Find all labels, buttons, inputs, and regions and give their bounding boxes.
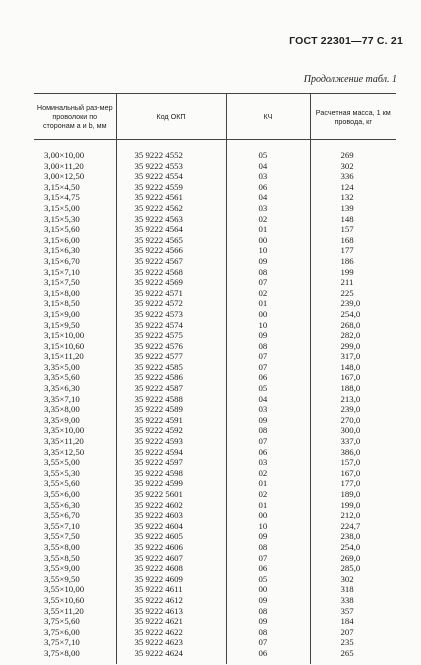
table-row	[34, 595, 396, 606]
cell-size: 3,00×11,20	[44, 160, 84, 171]
cell-okp-code: 35 9222 4564	[116, 224, 226, 235]
table-row	[34, 372, 396, 383]
cell-size: 3,55×5,00	[44, 457, 80, 468]
table-row	[34, 182, 396, 193]
cell-kch: 03	[226, 457, 310, 468]
cell-okp-code: 35 9222 4562	[116, 203, 226, 214]
cell-kch: 07	[226, 351, 310, 362]
cell-size: 3,15×6,70	[44, 255, 80, 266]
cell-size: 3,35×11,20	[44, 436, 84, 447]
table-row	[34, 267, 396, 278]
table-row	[34, 500, 396, 511]
cell-size: 3,35×5,60	[44, 372, 80, 383]
cell-okp-code: 35 9222 4589	[116, 404, 226, 415]
cell-mass: 239,0	[310, 298, 396, 309]
cell-size: 3,35×10,00	[44, 425, 85, 436]
cell-kch: 08	[226, 542, 310, 553]
cell-okp-code: 35 9222 4604	[116, 521, 226, 532]
cell-kch: 00	[226, 510, 310, 521]
column-header-size: Номинальный раз-мер проволоки по сторонам a и b, мм	[34, 94, 116, 140]
cell-okp-code: 35 9222 4592	[116, 425, 226, 436]
cell-okp-code: 35 9222 4612	[116, 595, 226, 606]
cell-mass: 224,7	[310, 521, 396, 532]
table-row	[34, 521, 396, 532]
cell-kch: 04	[226, 394, 310, 405]
cell-okp-code: 35 9222 4599	[116, 478, 226, 489]
cell-kch: 10	[226, 320, 310, 331]
cell-kch: 01	[226, 478, 310, 489]
cell-size: 3,55×5,30	[44, 467, 80, 478]
table-container	[34, 93, 396, 664]
cell-okp-code: 35 9222 4563	[116, 214, 226, 225]
cell-size: 3,55×5,60	[44, 478, 80, 489]
cell-kch: 09	[226, 531, 310, 542]
cell-okp-code: 35 9222 4605	[116, 531, 226, 542]
cell-kch: 03	[226, 404, 310, 415]
cell-mass: 269,0	[310, 553, 396, 564]
cell-kch: 06	[226, 182, 310, 193]
table-row	[34, 478, 396, 489]
cell-mass: 167,0	[310, 468, 396, 479]
cell-size: 3,55×6,00	[44, 489, 80, 499]
cell-size: 3,55×10,00	[44, 584, 85, 595]
cell-mass: 254,0	[310, 309, 396, 320]
cell-size: 3,15×5,30	[44, 213, 80, 224]
cell-mass: 139	[310, 203, 396, 214]
table-row	[34, 563, 396, 574]
table-row	[34, 192, 396, 203]
cell-kch: 10	[226, 521, 310, 532]
cell-mass: 157,0	[310, 457, 396, 468]
cell-kch: 02	[226, 214, 310, 225]
cell-okp-code: 35 9222 4568	[116, 267, 226, 278]
table-row	[34, 341, 396, 352]
cell-okp-code: 35 9222 4603	[116, 510, 226, 521]
cell-mass: 386,0	[310, 447, 396, 458]
cell-size: 3,15×6,30	[44, 245, 80, 256]
cell-okp-code: 35 9222 4561	[116, 192, 226, 203]
cell-mass: 132	[310, 192, 396, 203]
cell-kch: 03	[226, 171, 310, 182]
cell-okp-code: 35 9222 4571	[116, 288, 226, 299]
cell-mass: 225	[310, 288, 396, 299]
cell-kch: 07	[226, 362, 310, 373]
table-row	[34, 330, 396, 341]
cell-kch: 09	[226, 256, 310, 267]
cell-mass: 336	[310, 171, 396, 182]
cell-mass: 357	[310, 606, 396, 617]
cell-size: 3,35×6,30	[44, 383, 80, 394]
header-row	[34, 94, 396, 140]
table-row	[34, 542, 396, 553]
cell-mass: 337,0	[310, 436, 396, 447]
cell-kch: 00	[226, 309, 310, 320]
cell-mass: 199,0	[310, 500, 396, 511]
cell-mass: 270,0	[310, 415, 396, 426]
cell-okp-code: 35 9222 4586	[116, 372, 226, 383]
cell-mass: 318	[310, 584, 396, 595]
cell-kch: 02	[226, 468, 310, 479]
cell-mass: 235	[310, 637, 396, 648]
cell-okp-code: 35 9222 4577	[116, 351, 226, 362]
cell-okp-code: 35 9222 4554	[116, 171, 226, 182]
cell-okp-code: 35 9222 4575	[116, 330, 226, 341]
cell-kch: 05	[226, 574, 310, 585]
cell-okp-code: 35 9222 5601	[116, 489, 226, 500]
cell-size: 3,00×10,00	[44, 150, 85, 160]
table-row	[34, 425, 396, 436]
table-row	[34, 627, 396, 638]
cell-mass: 168	[310, 235, 396, 246]
cell-kch: 01	[226, 298, 310, 309]
cell-okp-code: 35 9222 4567	[116, 256, 226, 267]
table-row	[34, 235, 396, 246]
cell-okp-code: 35 9222 4587	[116, 383, 226, 394]
cell-kch: 09	[226, 616, 310, 627]
cell-kch: 08	[226, 425, 310, 436]
cell-kch: 00	[226, 584, 310, 595]
cell-size: 3,15×6,00	[44, 234, 80, 245]
cell-okp-code: 35 9222 4608	[116, 563, 226, 574]
table-row	[34, 574, 396, 585]
cell-mass: 254,0	[310, 542, 396, 553]
table-row	[34, 383, 396, 394]
cell-mass: 148,0	[310, 362, 396, 373]
cell-mass: 285,0	[310, 563, 396, 574]
cell-size: 3,35×5,00	[44, 361, 80, 372]
cell-mass: 167,0	[310, 372, 396, 383]
cell-mass: 269	[310, 140, 396, 161]
cell-kch: 05	[226, 140, 310, 161]
cell-mass: 238,0	[310, 531, 396, 542]
cell-kch: 09	[226, 595, 310, 606]
cell-okp-code: 35 9222 4574	[116, 320, 226, 331]
cell-okp-code: 35 9222 4611	[116, 584, 226, 595]
cell-kch: 08	[226, 267, 310, 278]
cell-mass: 265	[310, 648, 396, 664]
table-row	[34, 553, 396, 564]
cell-okp-code: 35 9222 4623	[116, 637, 226, 648]
cell-kch: 02	[226, 489, 310, 500]
cell-okp-code: 35 9222 4597	[116, 457, 226, 468]
table-row	[34, 298, 396, 309]
table-row	[34, 394, 396, 405]
cell-mass: 268,0	[310, 320, 396, 331]
cell-kch: 06	[226, 648, 310, 664]
cell-mass: 338	[310, 595, 396, 606]
cell-okp-code: 35 9222 4606	[116, 542, 226, 553]
cell-okp-code: 35 9222 4553	[116, 161, 226, 172]
cell-size: 3,55×11,20	[44, 605, 84, 616]
cell-kch: 01	[226, 224, 310, 235]
cell-size: 3,55×6,30	[44, 499, 80, 510]
table-row	[34, 606, 396, 617]
cell-okp-code: 35 9222 4622	[116, 627, 226, 638]
cell-size: 3,15×9,00	[44, 308, 80, 319]
cell-okp-code: 35 9222 4594	[116, 447, 226, 458]
cell-size: 3,75×6,00	[44, 626, 80, 637]
cell-mass: 299,0	[310, 341, 396, 352]
cell-size: 3,15×11,20	[44, 351, 84, 362]
cell-mass: 302	[310, 574, 396, 585]
cell-size: 3,55×7,10	[44, 520, 80, 531]
cell-size: 3,55×8,00	[44, 541, 80, 552]
cell-kch: 01	[226, 500, 310, 511]
table-header	[34, 94, 396, 140]
cell-kch: 09	[226, 330, 310, 341]
table-row	[34, 277, 396, 288]
cell-mass: 199	[310, 267, 396, 278]
cell-kch: 07	[226, 553, 310, 564]
cell-mass: 211	[310, 277, 396, 288]
table-row	[34, 584, 396, 595]
cell-mass: 124	[310, 182, 396, 193]
cell-okp-code: 35 9222 4585	[116, 362, 226, 373]
cell-okp-code: 35 9222 4588	[116, 394, 226, 405]
table-row	[34, 436, 396, 447]
cell-okp-code: 35 9222 4565	[116, 235, 226, 246]
cell-kch: 00	[226, 235, 310, 246]
cell-kch: 07	[226, 277, 310, 288]
cell-kch: 06	[226, 563, 310, 574]
cell-size: 3,75×5,60	[44, 616, 80, 627]
cell-kch: 10	[226, 245, 310, 256]
cell-size: 3,15×7,10	[44, 266, 80, 277]
cell-mass: 317,0	[310, 351, 396, 362]
table-row	[34, 214, 396, 225]
page-header: ГОСТ 22301—77 С. 21	[289, 35, 403, 47]
cell-mass: 207	[310, 627, 396, 638]
cell-okp-code: 35 9222 4613	[116, 606, 226, 617]
cell-size: 3,15×8,00	[44, 287, 80, 298]
column-header-mass: Расчетная масса, 1 км провода, кг	[310, 94, 396, 140]
column-header-kch: КЧ	[226, 94, 310, 140]
cell-kch: 04	[226, 161, 310, 172]
cell-size: 3,15×5,60	[44, 224, 80, 235]
table-body	[34, 140, 396, 664]
cell-kch: 07	[226, 637, 310, 648]
cell-mass: 300,0	[310, 425, 396, 436]
cell-size: 3,35×7,10	[44, 393, 80, 404]
cell-okp-code: 35 9222 4624	[116, 648, 226, 664]
cell-okp-code: 35 9222 4607	[116, 553, 226, 564]
cell-size: 3,75×8,00	[44, 647, 80, 658]
cell-size: 3,35×12,50	[44, 446, 85, 457]
cell-okp-code: 35 9222 4576	[116, 341, 226, 352]
cell-mass: 148	[310, 214, 396, 225]
cell-okp-code: 35 9222 4552	[116, 140, 226, 161]
cell-kch: 08	[226, 606, 310, 617]
cell-kch: 09	[226, 415, 310, 426]
wire-table	[34, 93, 396, 664]
cell-kch: 03	[226, 203, 310, 214]
cell-size: 3,35×8,00	[44, 404, 80, 415]
cell-mass: 186	[310, 256, 396, 267]
table-row	[34, 140, 396, 161]
cell-kch: 06	[226, 372, 310, 383]
cell-kch: 06	[226, 447, 310, 458]
table-row	[34, 256, 396, 267]
cell-okp-code: 35 9222 4572	[116, 298, 226, 309]
cell-mass: 177	[310, 245, 396, 256]
column-header-okp-code: Код ОКП	[116, 94, 226, 140]
cell-mass: 213,0	[310, 394, 396, 405]
cell-size: 3,55×9,50	[44, 573, 80, 584]
cell-mass: 157	[310, 224, 396, 235]
table-row	[34, 404, 396, 415]
cell-mass: 282,0	[310, 330, 396, 341]
table-row	[34, 457, 396, 468]
cell-size: 3,55×8,50	[44, 552, 80, 563]
cell-kch: 05	[226, 383, 310, 394]
table-row	[34, 171, 396, 182]
table-row	[34, 489, 396, 500]
cell-mass: 177,0	[310, 478, 396, 489]
cell-okp-code: 35 9222 4573	[116, 309, 226, 320]
cell-size: 3,15×4,50	[44, 181, 80, 192]
cell-size: 3,15×5,00	[44, 202, 80, 213]
cell-okp-code: 35 9222 4598	[116, 468, 226, 479]
cell-size: 3,15×10,60	[44, 340, 85, 351]
cell-size: 3,35×9,00	[44, 414, 80, 425]
table-row	[34, 531, 396, 542]
cell-mass: 184	[310, 616, 396, 627]
cell-mass: 189,0	[310, 489, 396, 500]
cell-size: 3,15×4,75	[44, 192, 80, 203]
cell-okp-code: 35 9222 4591	[116, 415, 226, 426]
cell-size: 3,15×7,50	[44, 277, 80, 288]
cell-okp-code: 35 9222 4621	[116, 616, 226, 627]
cell-size: 3,00×12,50	[44, 171, 85, 182]
cell-size: 3,75×7,10	[44, 637, 80, 648]
table-row	[34, 288, 396, 299]
cell-size: 3,55×6,70	[44, 510, 80, 521]
table-row	[34, 510, 396, 521]
table-caption: Продолжение табл. 1	[303, 74, 397, 85]
table-row	[34, 648, 396, 664]
cell-mass: 302	[310, 161, 396, 172]
cell-okp-code: 35 9222 4569	[116, 277, 226, 288]
cell-kch: 02	[226, 288, 310, 299]
cell-okp-code: 35 9222 4602	[116, 500, 226, 511]
table-row	[34, 468, 396, 479]
cell-kch: 08	[226, 627, 310, 638]
cell-size: 3,15×10,00	[44, 330, 85, 341]
table-row	[34, 351, 396, 362]
cell-okp-code: 35 9222 4609	[116, 574, 226, 585]
table-row	[34, 637, 396, 648]
cell-size: 3,55×9,00	[44, 563, 80, 574]
cell-okp-code: 35 9222 4559	[116, 182, 226, 193]
cell-kch: 04	[226, 192, 310, 203]
cell-size: 3,15×9,50	[44, 319, 80, 330]
table-row	[34, 224, 396, 235]
cell-okp-code: 35 9222 4593	[116, 436, 226, 447]
table-row	[34, 616, 396, 627]
table-row	[34, 203, 396, 214]
cell-size: 3,15×8,50	[44, 298, 80, 309]
cell-size: 3,55×7,50	[44, 531, 80, 542]
cell-mass: 188,0	[310, 383, 396, 394]
cell-kch: 07	[226, 436, 310, 447]
table-row	[34, 320, 396, 331]
cell-size: 3,55×10,60	[44, 594, 85, 605]
table-row	[34, 415, 396, 426]
cell-mass: 239,0	[310, 404, 396, 415]
table-row	[34, 362, 396, 373]
table-row	[34, 245, 396, 256]
table-row	[34, 447, 396, 458]
cell-okp-code: 35 9222 4566	[116, 245, 226, 256]
cell-kch: 08	[226, 341, 310, 352]
table-row	[34, 309, 396, 320]
cell-mass: 212,0	[310, 510, 396, 521]
table-row	[34, 161, 396, 172]
